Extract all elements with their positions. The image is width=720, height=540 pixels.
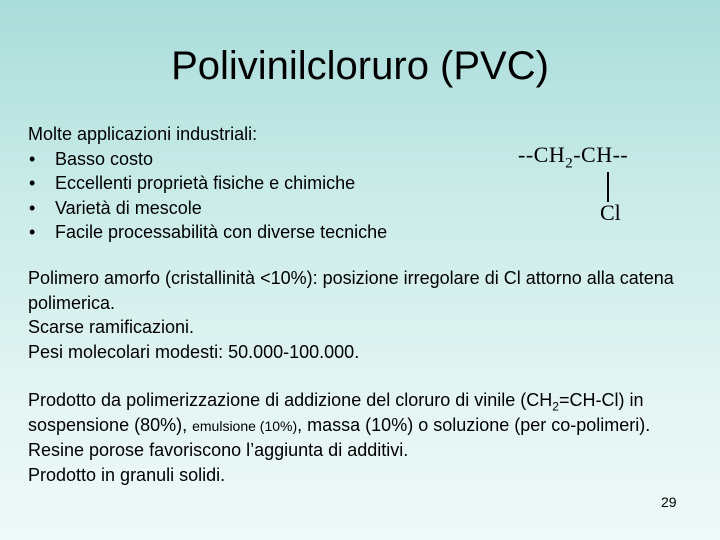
structure-line: Scarse ramificazioni. [28, 317, 195, 337]
bullet-item [28, 171, 468, 196]
production-line [28, 388, 703, 438]
formula-chlorine: Cl [600, 200, 621, 225]
structure-line: Pesi molecolari modesti: 50.000-100.000. [28, 341, 360, 362]
formula-bond-line [607, 172, 609, 202]
slide-title: Polivinilcloruro (PVC) [171, 44, 549, 88]
production-text: =CH-Cl) in sospensione (80%), [28, 390, 644, 435]
production-subscript: 2 [552, 399, 559, 414]
bullet-text: Varietà di mescole [55, 197, 202, 218]
structure-block [28, 266, 698, 364]
production-line: Prodotto in granuli solidi. [28, 464, 226, 485]
bullet-item [28, 196, 468, 221]
bullet-marker: • [29, 222, 36, 242]
bullet-item [28, 147, 468, 172]
applications-block [28, 122, 468, 245]
formula-ch2: --CH [518, 142, 566, 167]
page-number: 29 [661, 494, 677, 510]
bullet-marker: • [29, 197, 36, 218]
bullet-text: Basso costo [55, 148, 154, 169]
production-line: Resine porose favoriscono l’aggiunta di additivi. [28, 440, 409, 460]
production-text: , massa (10%) o soluzione (per co-polimeri). [297, 414, 651, 435]
formula-ch: -CH-- [573, 142, 629, 167]
pvc-structural-formula [518, 142, 668, 232]
structure-line: Polimero amorfo (cristallinità <10%): posizione irregolare di Cl attorno alla catena polimerica. [28, 268, 674, 313]
formula-subscript: 2 [565, 155, 574, 172]
bullet-item [28, 220, 468, 245]
production-text: Prodotto da polimerizzazione di addizione del cloruro di vinile (CH [28, 390, 553, 410]
formula-chain [518, 142, 629, 172]
bullet-text: Facile processabilità con diverse tecniche [55, 222, 388, 242]
bullet-marker: • [29, 148, 36, 169]
bullet-marker: • [29, 173, 36, 193]
applications-intro: Molte applicazioni industriali: [28, 124, 258, 144]
production-block [28, 388, 703, 487]
bullet-text: Eccellenti proprietà fisiche e chimiche [55, 173, 356, 193]
production-small-text: emulsione (10%) [192, 417, 298, 434]
